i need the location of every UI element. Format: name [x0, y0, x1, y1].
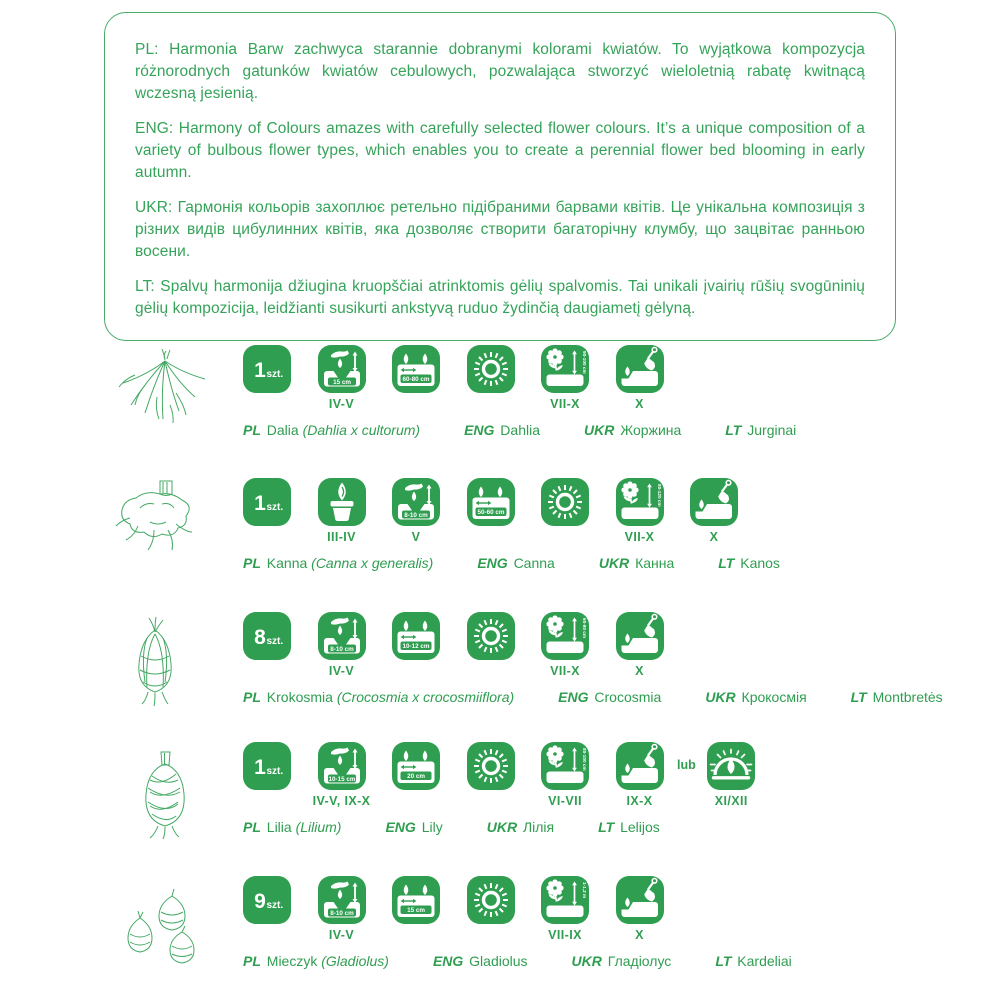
svg-text:15 cm: 15 cm: [332, 379, 351, 386]
sun-icon: [467, 876, 515, 924]
name-pl: PL Krokosmia (Crocosmia x crocosmiiflora): [243, 689, 515, 705]
flower-height-cell: 80-100 cm VI-VII: [541, 742, 589, 809]
quantity-cell: [243, 742, 291, 809]
pot-icon: [318, 478, 366, 526]
shovel-icon: [690, 478, 738, 526]
icon-row: [243, 612, 664, 679]
plant-names: [243, 422, 796, 438]
quantity-badge: [243, 478, 291, 526]
svg-text:60-80 cm: 60-80 cm: [402, 376, 430, 383]
sun-icon: [467, 612, 515, 660]
planting-depth-cell: 8-10 cm IV-V: [318, 876, 366, 943]
plant-row-canna: [110, 478, 995, 596]
flower-height-cell: 1-1,2 m VII-IX: [541, 876, 589, 943]
name-lt: LT Kardeliai: [715, 953, 792, 969]
quantity-badge: [243, 876, 291, 924]
canna-rhizome-sketch: [110, 478, 230, 583]
planting-depth-cell: 8-10 cm V: [392, 478, 440, 545]
flower-height-icon: [541, 876, 589, 924]
description-ukr: UKR: Гармонія кольорів захоплює ретельно підібраними барвами квітів. Це унікальна композиція з різних видів цибулинних квітів, яка дозволяє створити багаторічну клумбу, що зацвітає ранньою восени.: [135, 199, 865, 260]
name-pl: PL Lilia (Lilium): [243, 819, 342, 835]
flower-height-icon: [541, 345, 589, 393]
svg-text:8-10 cm: 8-10 cm: [329, 910, 354, 917]
shovel-icon: [616, 612, 664, 660]
sun-icon: [467, 345, 515, 393]
spacing-cell: [392, 742, 440, 809]
name-pl: PL Mieczyk (Gladiolus): [243, 953, 389, 969]
svg-text:1-1,2 m: 1-1,2 m: [581, 882, 587, 899]
name-eng: ENG Dahlia: [464, 422, 540, 438]
planting-depth-icon: [392, 478, 440, 526]
name-pl: PL Kanna (Canna x generalis): [243, 555, 434, 571]
plant-row-crocosmia: [110, 612, 995, 730]
name-eng: ENG Gladiolus: [432, 953, 528, 969]
plant-row-gladiolus: [110, 876, 995, 994]
planting-depth-cell: 8-10 cm IV-V: [318, 612, 366, 679]
svg-text:15 cm: 15 cm: [407, 907, 425, 914]
pot-start-cell: III-IV: [318, 478, 366, 545]
plant-names: [243, 555, 780, 571]
svg-text:50-60 cm: 50-60 cm: [477, 509, 504, 516]
sunlight-cell: [541, 478, 589, 545]
sun-icon: [541, 478, 589, 526]
name-eng: ENG Crocosmia: [558, 689, 662, 705]
svg-text:80-100 cm: 80-100 cm: [581, 748, 587, 771]
name-ukr: UKR Крокосмія: [705, 689, 807, 705]
icon-row: [243, 876, 664, 943]
quantity-cell: [243, 345, 291, 412]
sunlight-cell: [467, 345, 515, 412]
icon-row: [243, 742, 755, 809]
quantity-cell: [243, 612, 291, 679]
shovel-icon: [616, 345, 664, 393]
spacing-cell: [392, 612, 440, 679]
flower-height-icon: [541, 612, 589, 660]
description-eng: ENG: Harmony of Colours amazes with carefully selected flower colours. It’s a unique composition of a variety of bulbous flower types, which enables you to create a perennial flower bed blooming in early autumn.: [135, 120, 865, 181]
shovel-icon: [616, 742, 664, 790]
description-lt: LT: Spalvų harmonija džiugina kruopščiai atrinktomis gėlių spalvomis. Tai unikali įvairių rūšių svogūninių gėlių kompozicija, leidžianti susikurti ankstyvą ruduo žydinčią daugiametį gėlyną.: [135, 278, 865, 317]
name-lt: LT Lelijos: [598, 819, 660, 835]
winter-protection-icon: [707, 742, 755, 790]
plant-names: [243, 819, 660, 835]
svg-text:8-10 cm: 8-10 cm: [329, 646, 354, 653]
name-lt: LT Kanos: [718, 555, 780, 571]
svg-text:20 cm: 20 cm: [407, 773, 425, 780]
dig-up-cell: X: [616, 345, 664, 412]
dahlia-tubers-sketch: [110, 345, 230, 450]
svg-text:8: 8: [254, 626, 266, 649]
spacing-cell: [392, 345, 440, 412]
sunlight-cell: [467, 742, 515, 809]
flower-height-cell: 60-80 cm VII-X: [541, 612, 589, 679]
name-pl: PL Dalia (Dahlia x cultorum): [243, 422, 421, 438]
name-eng: ENG Canna: [477, 555, 555, 571]
flower-height-icon: [541, 742, 589, 790]
planting-depth-icon: [318, 742, 366, 790]
planting-depth-icon: [318, 612, 366, 660]
svg-text:szt.: szt.: [266, 369, 284, 380]
dig-up-cell: X: [690, 478, 738, 545]
dig-up-cell: IX-X: [616, 742, 664, 809]
spacing-icon: [392, 876, 440, 924]
name-ukr: UKR Гладіолус: [571, 953, 672, 969]
quantity-cell: [243, 876, 291, 943]
spacing-icon: [467, 478, 515, 526]
spacing-cell: [392, 876, 440, 943]
quantity-badge: [243, 612, 291, 660]
svg-text:szt.: szt.: [266, 900, 284, 911]
svg-text:10-15 cm: 10-15 cm: [328, 776, 355, 783]
planting-depth-cell: 15 cm IV-V: [318, 345, 366, 412]
spacing-cell: [467, 478, 515, 545]
shovel-icon: [616, 876, 664, 924]
plant-row-dahlia: [110, 345, 995, 463]
description-box: [104, 12, 896, 341]
icon-row: [243, 345, 664, 412]
flower-height-icon: [616, 478, 664, 526]
name-ukr: UKR Канна: [598, 555, 675, 571]
svg-text:60-80 cm: 60-80 cm: [581, 618, 587, 639]
name-eng: ENG Lily: [385, 819, 443, 835]
plant-row-lily: [110, 742, 995, 860]
quantity-badge: [243, 345, 291, 393]
plant-names: [243, 953, 792, 969]
dig-up-cell: X: [616, 876, 664, 943]
svg-text:80-120 cm: 80-120 cm: [656, 484, 662, 507]
name-lt: LT Montbretės: [850, 689, 943, 705]
svg-text:90-100 cm: 90-100 cm: [581, 351, 587, 374]
spacing-icon: [392, 612, 440, 660]
icon-row: [243, 478, 738, 545]
svg-text:10-12 cm: 10-12 cm: [402, 643, 430, 650]
spacing-icon: [392, 345, 440, 393]
svg-text:1: 1: [254, 359, 266, 382]
svg-text:szt.: szt.: [266, 636, 284, 647]
plant-names: [243, 689, 943, 705]
svg-text:szt.: szt.: [266, 766, 284, 777]
svg-text:1: 1: [254, 756, 266, 779]
or-label: lub: [677, 758, 696, 772]
quantity-cell: [243, 478, 291, 545]
svg-text:szt.: szt.: [266, 502, 284, 513]
winter-protection-cell: XI/XII: [707, 742, 755, 809]
quantity-badge: [243, 742, 291, 790]
sunlight-cell: [467, 612, 515, 679]
planting-depth-icon: [318, 345, 366, 393]
spacing-icon: [392, 742, 440, 790]
flower-height-cell: 90-100 cm VII-X: [541, 345, 589, 412]
name-ukr: UKR Жоржина: [584, 422, 682, 438]
flower-height-cell: 80-120 cm VII-X: [616, 478, 664, 545]
description-pl: PL: Harmonia Barw zachwyca starannie dobranymi kolorami kwiatów. To wyjątkowa kompozycja różnorodnych gatunków kwiatów cebulowych, pozwalająca stworzyć wieloletnią rabatę kwitnącą wczesną jesienią.: [135, 41, 865, 102]
sunlight-cell: [467, 876, 515, 943]
sun-icon: [467, 742, 515, 790]
name-lt: LT Jurginai: [725, 422, 797, 438]
svg-text:9: 9: [254, 890, 266, 913]
gladiolus-corms-sketch: [110, 876, 230, 981]
name-ukr: UKR Лілія: [486, 819, 555, 835]
planting-depth-cell: 10-15 cm IV-V, IX-X: [318, 742, 366, 809]
dig-up-cell: X: [616, 612, 664, 679]
svg-text:1: 1: [254, 492, 266, 515]
svg-text:8-10 cm: 8-10 cm: [404, 512, 428, 519]
planting-depth-icon: [318, 876, 366, 924]
crocosmia-bulb-sketch: [110, 612, 230, 717]
lily-bulb-sketch: [110, 742, 230, 847]
